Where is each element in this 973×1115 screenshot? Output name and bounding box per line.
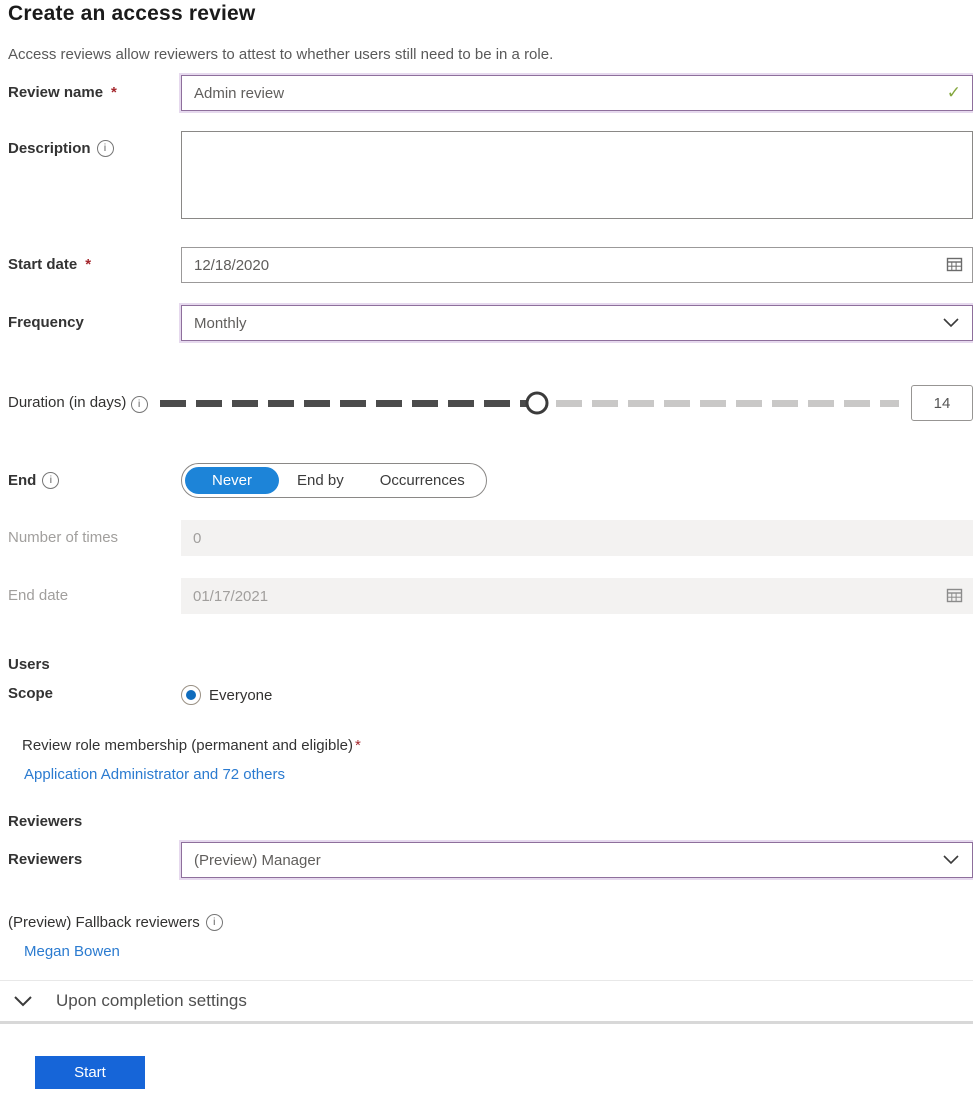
required-asterisk: * [111, 84, 117, 101]
radio-selected-icon[interactable] [181, 685, 201, 705]
description-label: Description i [8, 131, 181, 157]
scope-option-everyone[interactable]: Everyone [209, 686, 273, 704]
end-date-label: End date [8, 587, 69, 604]
reviewers-field-wrap [181, 842, 973, 878]
valid-check-icon: ✓ [946, 83, 961, 102]
end-option-never[interactable]: Never [185, 467, 279, 494]
duration-value-box[interactable]: 14 [911, 385, 973, 421]
frequency-row [8, 305, 973, 341]
number-of-times-field-wrap [181, 520, 973, 556]
required-asterisk: * [85, 256, 92, 273]
start-date-row [8, 247, 973, 283]
start-button[interactable]: Start [35, 1056, 145, 1089]
duration-label: Duration (in days) i [8, 394, 148, 413]
end-label: End i [8, 463, 181, 489]
end-date-row [8, 578, 973, 614]
end-option-occurrences[interactable]: Occurrences [379, 472, 465, 489]
frequency-label: Frequency [8, 314, 84, 331]
number-of-times-input: 0 [181, 520, 973, 556]
frequency-field-wrap [181, 305, 973, 341]
review-name-input[interactable]: Admin review [181, 75, 973, 111]
chevron-down-icon [943, 855, 959, 865]
review-name-label: Review name * [8, 84, 117, 101]
calendar-icon [946, 587, 963, 604]
users-section-heading: Users [8, 656, 50, 673]
review-name-field-wrap [181, 75, 973, 111]
reviewers-label: Reviewers [8, 851, 83, 868]
info-icon[interactable]: i [97, 140, 114, 157]
duration-row [8, 385, 973, 421]
end-row [8, 463, 973, 498]
end-toggle-wrap [181, 463, 973, 498]
review-name-row [8, 75, 973, 111]
number-of-times-label: Number of times [8, 529, 119, 546]
start-date-field-wrap [181, 247, 973, 283]
upon-completion-settings-expander[interactable]: Upon completion settings [0, 980, 973, 1024]
page-subtitle: Access reviews allow reviewers to attest to whether users still need to be in a role. [8, 46, 554, 63]
start-date-label: Start date * [8, 256, 92, 273]
description-row [8, 131, 973, 223]
reviewers-section-heading: Reviewers [8, 813, 83, 830]
scope-radio-wrap [181, 685, 272, 705]
info-icon[interactable]: i [42, 472, 59, 489]
end-toggle-group [181, 463, 487, 498]
frequency-dropdown[interactable]: Monthly [181, 305, 973, 341]
end-option-end-by[interactable]: End by [297, 472, 344, 489]
required-asterisk: * [355, 737, 361, 754]
fallback-reviewer-link[interactable]: Megan Bowen [24, 943, 120, 960]
reviewers-row [8, 842, 973, 878]
number-of-times-row [8, 520, 973, 556]
end-date-input: 01/17/2021 [181, 578, 973, 614]
start-date-input[interactable]: 12/18/2020 [181, 247, 973, 283]
role-membership-link[interactable]: Application Administrator and 72 others [24, 766, 285, 783]
duration-slider-fill [160, 400, 537, 407]
end-date-field-wrap [181, 578, 973, 614]
info-icon[interactable]: i [131, 396, 148, 413]
scope-row [8, 685, 973, 705]
page-title: Create an access review [8, 2, 256, 25]
duration-slider-thumb[interactable] [525, 392, 548, 415]
chevron-down-icon [943, 318, 959, 328]
duration-slider[interactable] [160, 400, 899, 407]
description-textarea[interactable] [181, 131, 973, 219]
calendar-icon[interactable] [946, 256, 963, 273]
role-membership-label: Review role membership (permanent and eligible) * [22, 737, 361, 754]
duration-slider-wrap [160, 385, 973, 421]
scope-label: Scope [8, 685, 54, 702]
chevron-down-icon [14, 996, 32, 1007]
info-icon[interactable]: i [206, 914, 223, 931]
description-field-wrap [181, 131, 973, 223]
fallback-reviewers-label: (Preview) Fallback reviewers i [8, 914, 973, 931]
reviewers-dropdown[interactable]: (Preview) Manager [181, 842, 973, 878]
